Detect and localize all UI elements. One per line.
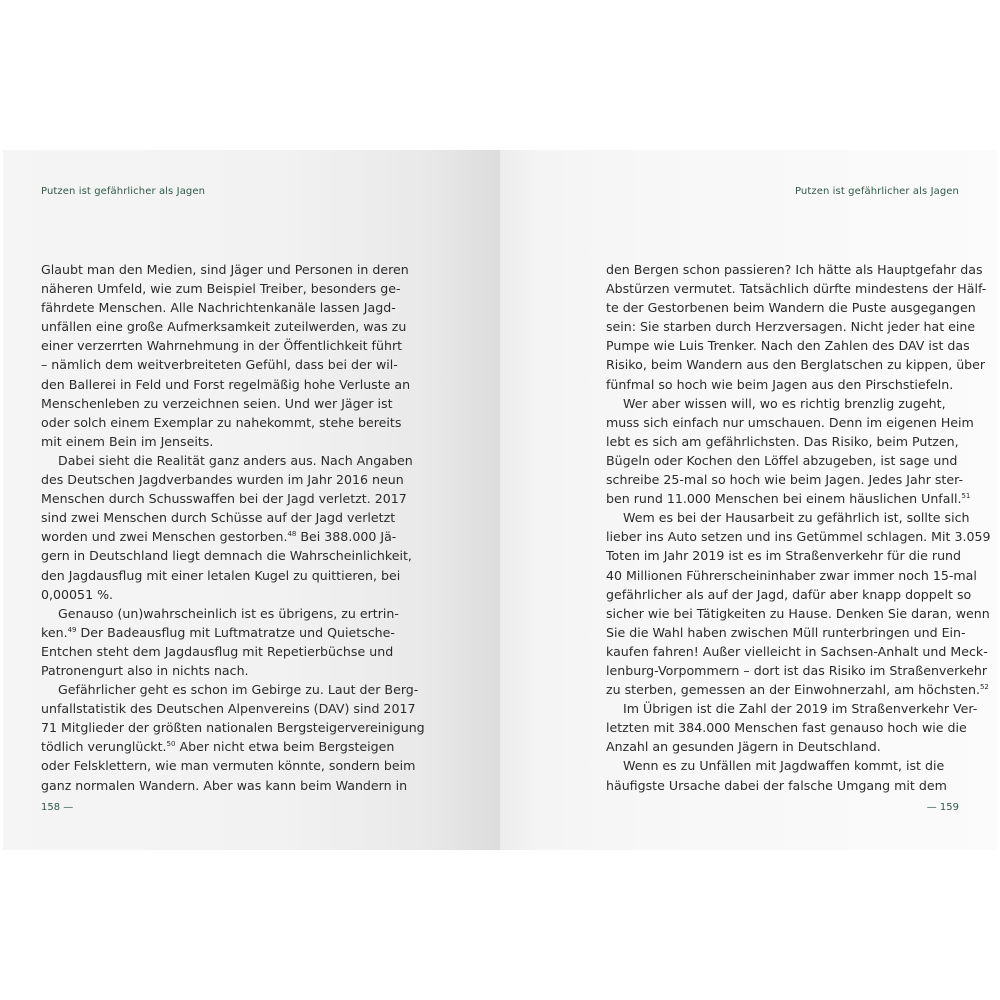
text-line-content: oder Felsklettern, wie man vermuten könnte, sondern beim bbox=[41, 758, 416, 774]
page-number-left: 158 — bbox=[41, 802, 74, 813]
text-line bbox=[41, 470, 404, 489]
text-line-content: kaufen fahren! Außer vielleicht in Sachsen-Anhalt und Meck- bbox=[606, 643, 988, 659]
text-line-content: häufigste Ursache dabei der falsche Umgang mit dem bbox=[606, 777, 947, 793]
text-line bbox=[606, 432, 958, 451]
text-line-content: Toten im Jahr 2019 ist es im Straßenverkehr für die rund bbox=[606, 548, 962, 564]
text-line-content: den Ballerei in Feld und Forst regelmäßig hohe Verluste an bbox=[41, 376, 411, 392]
text-line-content: Menschen durch Schusswaffen bei der Jagd verletzt. 2017 bbox=[41, 491, 407, 507]
text-line-content: ben rund 11.000 Menschen bei einem häuslichen Unfall. bbox=[606, 491, 962, 507]
text-line-content: Wer aber wissen will, wo es richtig brenzlig zugeht, bbox=[623, 395, 946, 411]
text-line-content: fährdete Menschen. Alle Nachrichtenkanäle lassen Jagd- bbox=[41, 300, 396, 316]
text-line bbox=[41, 776, 408, 795]
text-line-content: Menschenleben zu verzeichnen seien. Und wer Jäger ist bbox=[41, 395, 393, 411]
left-page-body-text bbox=[41, 260, 425, 795]
text-line-content: ganz normalen Wandern. Aber was kann beim Wandern in bbox=[41, 777, 408, 793]
text-line bbox=[606, 546, 962, 565]
text-line-content: unfallstatistik des Deutschen Alpenvereins (DAV) sind 2017 bbox=[41, 701, 416, 717]
text-line-content: einer verzerrten Wahrnehmung in der Öffentlichkeit führt bbox=[41, 338, 403, 354]
text-line-content: Anzahl an gesunden Jägern in Deutschland. bbox=[606, 739, 881, 755]
text-line-content: den Jagdausflug mit einer letalen Kugel zu quittieren, bei bbox=[41, 567, 401, 583]
text-line-content: Abstürzen vermutet. Tatsächlich dürfte mindestens der Hälf- bbox=[606, 281, 987, 297]
text-line-content: Wem es bei der Hausarbeit zu gefährlich ist, sollte sich bbox=[623, 510, 970, 526]
text-line bbox=[41, 546, 412, 565]
right-page bbox=[500, 150, 997, 850]
left-page bbox=[3, 150, 500, 850]
text-line-content: muss sich einfach nur umschauen. Denn im eigenen Heim bbox=[606, 414, 974, 430]
text-line bbox=[606, 623, 966, 642]
text-line bbox=[606, 661, 988, 680]
text-line-content: Im Übrigen ist die Zahl der 2019 im Straßenverkehr Ver- bbox=[623, 701, 978, 717]
text-line bbox=[606, 375, 958, 394]
text-line-content: näheren Umfeld, wie zum Beispiel Treiber, besonders ge- bbox=[41, 281, 401, 297]
text-line-content: Gefährlicher geht es schon im Gebirge zu. Laut der Berg- bbox=[58, 682, 419, 698]
text-line bbox=[41, 756, 416, 775]
text-line bbox=[606, 604, 990, 623]
text-line bbox=[41, 737, 393, 756]
text-line-content: Risiko, beim Wandern aus den Berglatschen zu kippen, über bbox=[606, 357, 986, 373]
text-line-content: lebt es sich am gefährlichsten. Das Risiko, beim Putzen, bbox=[606, 433, 959, 449]
text-line-content: 71 Mitglieder der größten nationalen Bergsteigervereinigung bbox=[41, 720, 425, 736]
text-line-content: Genauso (un)wahrscheinlich ist es übrigens, zu ertrin- bbox=[58, 605, 399, 621]
running-head-left: Putzen ist gefährlicher als Jagen bbox=[41, 186, 206, 197]
text-line bbox=[41, 680, 419, 699]
text-line-content: tödlich verunglückt. bbox=[41, 739, 167, 755]
text-line bbox=[41, 413, 402, 432]
text-line bbox=[606, 756, 958, 775]
text-line bbox=[606, 585, 972, 604]
text-line-content: ken. bbox=[41, 624, 68, 640]
text-line bbox=[606, 317, 976, 336]
text-line bbox=[41, 699, 416, 718]
text-line-content: den Bergen schon passieren? Ich hätte als Hauptgefahr das bbox=[606, 262, 983, 277]
text-line bbox=[606, 394, 958, 413]
text-line bbox=[606, 260, 983, 279]
text-line bbox=[606, 699, 978, 718]
text-line bbox=[606, 737, 958, 756]
text-line bbox=[606, 718, 967, 737]
text-line bbox=[41, 298, 396, 317]
text-line-content: Entchen steht dem Jagdausflug mit Repetierbüchse und bbox=[41, 643, 394, 659]
text-line bbox=[606, 413, 974, 432]
text-line bbox=[41, 661, 393, 680]
text-line-continuation: Der Badeausflug mit Luftmatratze und Quietsche- bbox=[76, 624, 395, 640]
text-line bbox=[41, 432, 393, 451]
text-line bbox=[41, 566, 401, 585]
text-line-content: lieber ins Auto setzen und ins Getümmel schlagen. Mit 3.059 bbox=[606, 529, 991, 545]
text-line-content: oder solch einem Exemplar zu nahekommt, stehe bereits bbox=[41, 414, 402, 430]
text-line bbox=[606, 279, 987, 298]
running-head-right: Putzen ist gefährlicher als Jagen bbox=[794, 186, 959, 197]
text-line-content: gefährlicher als auf der Jagd, dafür aber knapp doppelt so bbox=[606, 586, 972, 602]
page-number-right: — 159 bbox=[926, 802, 959, 813]
text-line bbox=[41, 718, 425, 737]
text-line bbox=[606, 470, 964, 489]
footnote-marker[interactable]: 50 bbox=[166, 740, 176, 749]
text-line bbox=[41, 279, 401, 298]
text-line-content: schreibe 25-mal so hoch wie beim Jagen. Jedes Jahr ster- bbox=[606, 472, 964, 488]
text-line-content: te der Gestorbenen beim Wandern die Puste ausgegangen bbox=[606, 300, 976, 316]
text-line bbox=[41, 317, 407, 336]
text-line bbox=[41, 527, 397, 546]
text-line-content: des Deutschen Jagdverbandes wurden im Jahr 2016 neun bbox=[41, 472, 404, 488]
footnote-marker[interactable]: 48 bbox=[287, 530, 297, 539]
text-line-content: lenburg-Vorpommern – dort ist das Risiko im Straßenverkehr bbox=[606, 662, 988, 678]
text-line-content: Wenn es zu Unfällen mit Jagdwaffen kommt, ist die bbox=[623, 758, 945, 774]
text-line bbox=[606, 298, 976, 317]
text-line-content: 0,00051 %. bbox=[41, 586, 114, 602]
text-line bbox=[606, 451, 958, 470]
text-line bbox=[41, 642, 393, 661]
footnote-marker[interactable]: 49 bbox=[67, 625, 77, 634]
text-line bbox=[606, 336, 970, 355]
text-line bbox=[606, 776, 958, 795]
text-line bbox=[606, 680, 989, 699]
text-line-content: sind zwei Menschen durch Schüsse auf der Jagd verletzt bbox=[41, 510, 396, 526]
text-line-content: zu sterben, gemessen an der Einwohnerzahl, am höchsten. bbox=[606, 682, 980, 698]
text-line bbox=[41, 336, 403, 355]
text-line bbox=[41, 260, 409, 279]
text-line-content: 40 Millionen Führerscheininhaber zwar immer noch 15-mal bbox=[606, 567, 977, 583]
text-line bbox=[41, 355, 398, 374]
text-line bbox=[606, 566, 977, 585]
text-line-content: worden und zwei Menschen gestorben. bbox=[41, 529, 288, 545]
text-line-content: sicher wie bei Tätigkeiten zu Hause. Denken Sie daran, wenn bbox=[606, 605, 990, 621]
text-line-content: sein: Sie starben durch Herzversagen. Nicht jeder hat eine bbox=[606, 319, 976, 335]
text-line-continuation: Bei 388.000 Jä- bbox=[296, 529, 397, 545]
text-line-content: Dabei sieht die Realität ganz anders aus. Nach Angaben bbox=[58, 452, 413, 468]
text-line-content: Pumpe wie Luis Trenker. Nach den Zahlen des DAV ist das bbox=[606, 338, 970, 354]
text-line-continuation: Aber nicht etwa beim Bergsteigen bbox=[175, 739, 395, 755]
book-spread bbox=[3, 150, 997, 850]
text-line-content: letzten mit 384.000 Menschen fast genauso hoch wie die bbox=[606, 720, 967, 736]
text-line-content: – nämlich dem weitverbreiteten Gefühl, dass bei der wil- bbox=[41, 357, 398, 373]
text-line bbox=[606, 355, 986, 374]
text-line bbox=[606, 508, 970, 527]
text-line bbox=[41, 585, 393, 604]
text-line bbox=[41, 604, 399, 623]
text-line bbox=[41, 394, 393, 413]
text-line-content: gern in Deutschland liegt demnach die Wahrscheinlichkeit, bbox=[41, 548, 412, 564]
text-line-content: mit einem Bein im Jenseits. bbox=[41, 433, 214, 449]
right-page-body-text bbox=[606, 260, 991, 795]
text-line-content: Sie die Wahl haben zwischen Müll runterbringen und Ein- bbox=[606, 624, 966, 640]
text-line-content: unfällen eine große Aufmerksamkeit zuteilwerden, was zu bbox=[41, 319, 407, 335]
text-line-content: Bügeln oder Kochen den Löffel abzugeben, ist sage und bbox=[606, 452, 958, 468]
text-line bbox=[606, 489, 971, 508]
text-line-content: fünfmal so hoch wie beim Jagen aus den Pirschstiefeln. bbox=[606, 376, 954, 392]
text-line bbox=[41, 508, 396, 527]
text-line bbox=[41, 451, 413, 470]
footnote-marker[interactable]: 51 bbox=[961, 492, 971, 501]
text-line-content: Patronengurt also in nichts nach. bbox=[41, 662, 249, 678]
text-line bbox=[41, 375, 411, 394]
text-line bbox=[41, 623, 393, 642]
footnote-marker[interactable]: 52 bbox=[979, 683, 989, 692]
text-line-content: Glaubt man den Medien, sind Jäger und Personen in deren bbox=[41, 262, 409, 277]
text-line bbox=[41, 489, 407, 508]
text-line bbox=[606, 642, 988, 661]
text-line bbox=[606, 527, 991, 546]
